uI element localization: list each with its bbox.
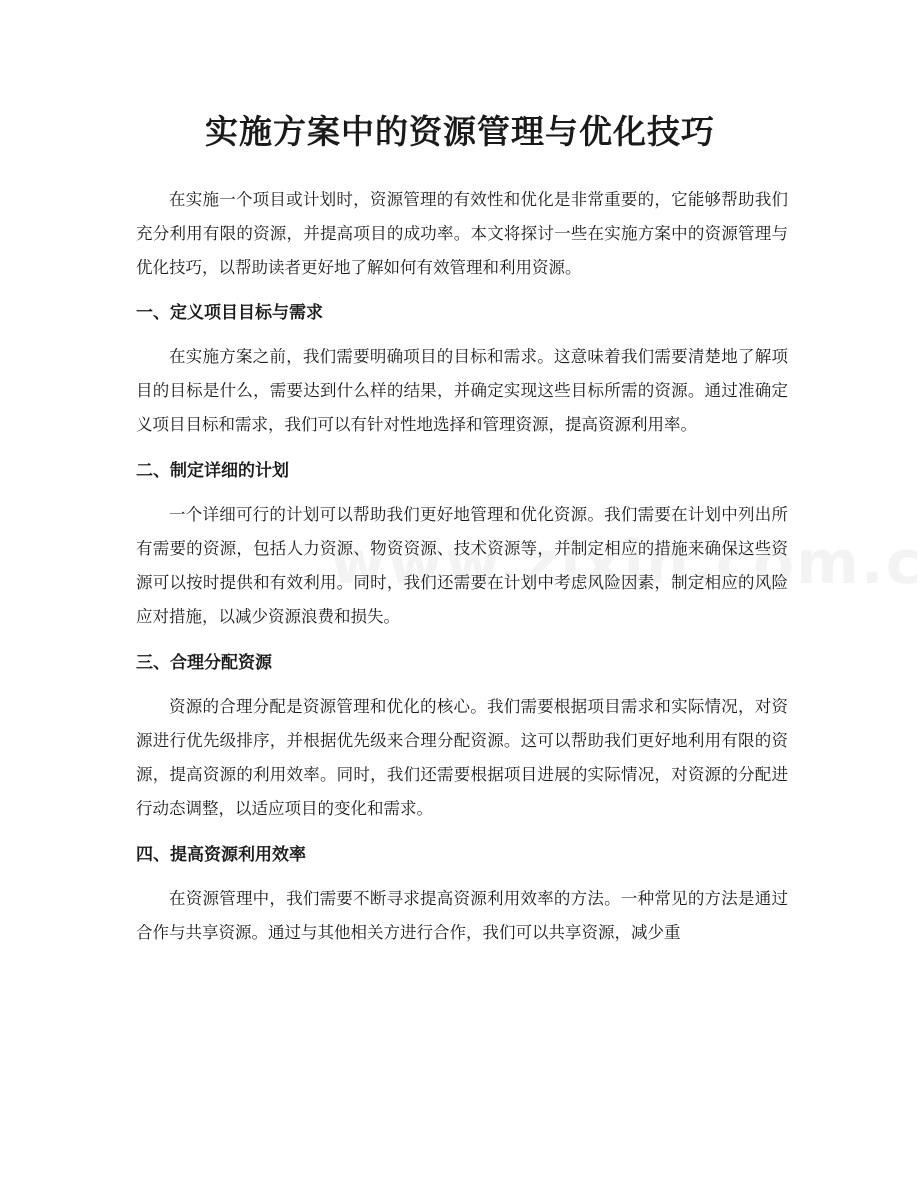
intro-paragraph: 在实施一个项目或计划时，资源管理的有效性和优化是非常重要的，它能够帮助我们充分利用有限的资源，并提高项目的成功率。本文将探讨一些在实施方案中的资源管理与优化技巧，以帮助读者更好地了解如何有效管理和利用资源。 <box>136 190 788 277</box>
page-title: 实施方案中的资源管理与优化技巧 <box>205 112 715 151</box>
section-heading-1: 一、定义项目目标与需求 <box>136 303 323 323</box>
section-heading-2: 二、制定详细的计划 <box>136 461 289 481</box>
section-body-1: 在实施方案之前，我们需要明确项目的目标和需求。这意味着我们需要清楚地了解项目的目标是什么，需要达到什么样的结果，并确定实现这些目标所需的资源。通过准确定义项目目标和需求，我们可以有针对性地选择和管理资源，提高资源利用率。 <box>136 347 788 434</box>
section-body-4: 在资源管理中，我们需要不断寻求提高资源利用效率的方法。一种常见的方法是通过合作与共享资源。通过与其他相关方进行合作，我们可以共享资源，减少重 <box>136 889 788 942</box>
section-body-2: 一个详细可行的计划可以帮助我们更好地管理和优化资源。我们需要在计划中列出所有需要的资源，包括人力资源、物资资源、技术资源等，并制定相应的措施来确保这些资源可以按时提供和有效利用。同时，我们还需要在计划中考虑风险因素，制定相应的风险应对措施，以减少资源浪费和损失。 <box>136 505 788 626</box>
document-body <box>136 183 788 950</box>
section-heading-4: 四、提高资源利用效率 <box>136 845 306 865</box>
section-heading-3: 三、合理分配资源 <box>136 653 272 673</box>
section-body-3: 资源的合理分配是资源管理和优化的核心。我们需要根据项目需求和实际情况，对资源进行优先级排序，并根据优先级来合理分配资源。这可以帮助我们更好地利用有限的资源，提高资源的利用效率。同时，我们还需要根据项目进展的实际情况，对资源的分配进行动态调整，以适应项目的变化和需求。 <box>136 697 788 818</box>
